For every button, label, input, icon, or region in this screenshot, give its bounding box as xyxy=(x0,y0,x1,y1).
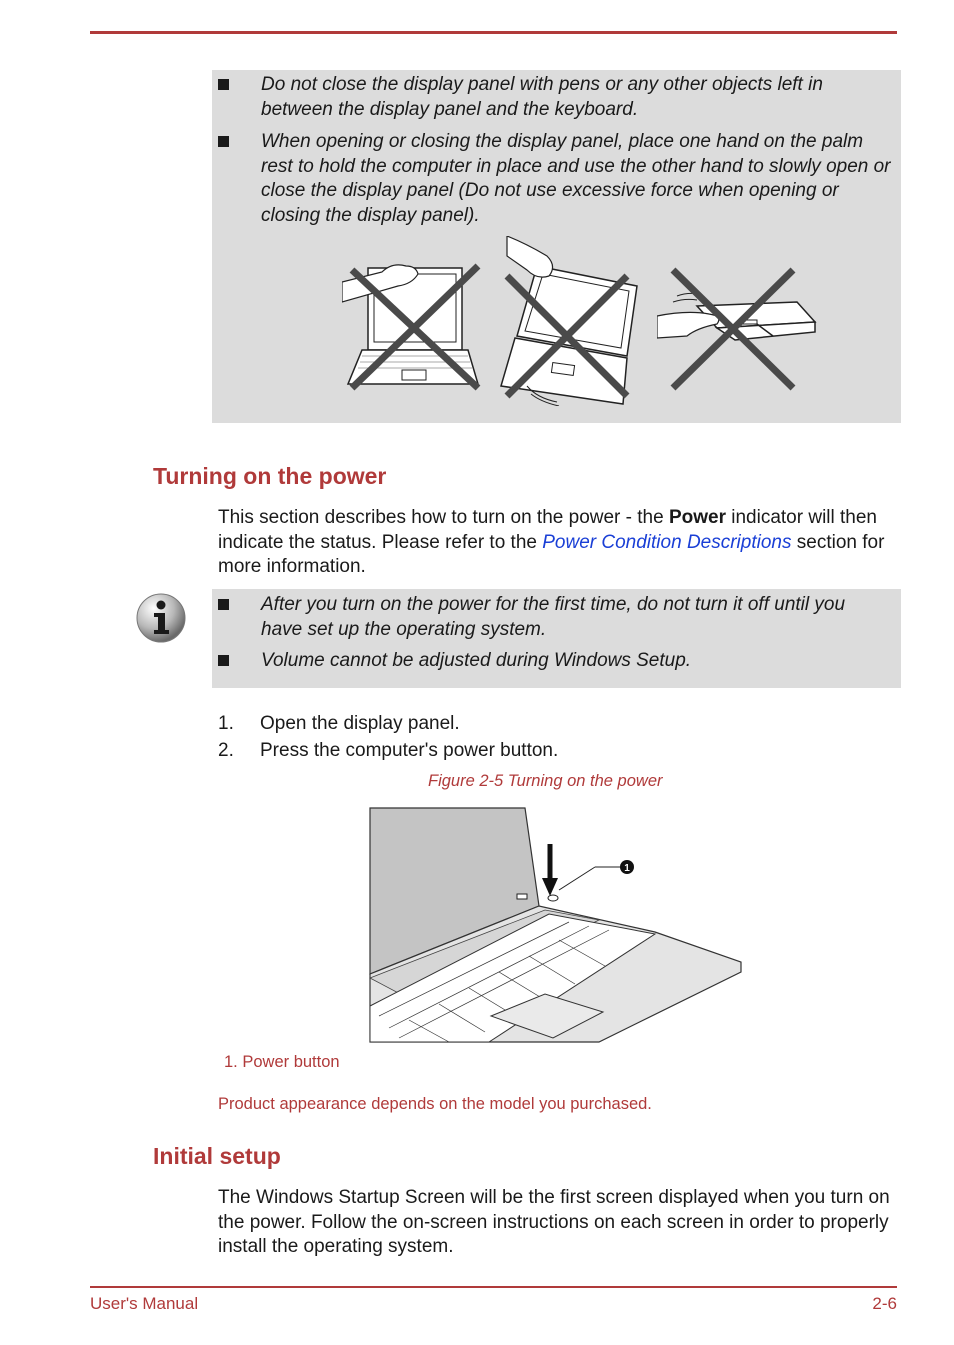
footer-rule xyxy=(90,1286,897,1288)
intro-text: indicator will then indicate the status. Please refer to the xyxy=(218,507,878,553)
footer-page-number: 2-6 xyxy=(872,1294,897,1313)
intro-bold-power: Power xyxy=(668,507,726,528)
section-heading-initial-setup: Initial setup xyxy=(153,1143,281,1169)
figure-legend: 1. Power button xyxy=(224,1053,340,1071)
laptop-closing-illustration-3 xyxy=(657,266,817,394)
laptop-closing-illustration-2 xyxy=(497,236,642,406)
step-text: Open the display panel. xyxy=(260,713,460,734)
step-text: Press the computer's power button. xyxy=(260,740,559,761)
bullet-square-icon xyxy=(218,79,229,90)
warning-text: When opening or closing the display panel, place one hand on the palm rest to hold the computer in place and use the other hand to slowly open or close the display panel (Do not use excessive force when opening or closing the display panel). xyxy=(261,131,891,226)
laptop-power-button-illustration xyxy=(369,806,749,1044)
power-condition-link[interactable]: Power Condition Descriptions xyxy=(542,531,792,553)
step-item xyxy=(218,713,460,735)
bullet-square-icon xyxy=(218,599,229,610)
warning-text: Do not close the display panel with pens or any other objects left in between the display panel and the keyboard. xyxy=(261,74,823,120)
header-rule xyxy=(90,31,897,34)
warning-box xyxy=(212,70,901,423)
appearance-note: Product appearance depends on the model you purchased. xyxy=(218,1095,652,1113)
note-text: After you turn on the power for the first time, do not turn it off until you have set up the operating system. xyxy=(261,594,846,640)
intro-text: section for more information. xyxy=(218,531,885,577)
setup-paragraph: The Windows Startup Screen will be the first screen displayed when you turn on the power. Follow the on-screen instructions on each screen in order to properly install the operating system. xyxy=(218,1187,890,1257)
footer-manual-title: User's Manual xyxy=(90,1294,199,1313)
bullet-square-icon xyxy=(218,136,229,147)
step-number: 1. xyxy=(218,713,234,734)
figure-caption: Figure 2-5 Turning on the power xyxy=(428,772,663,790)
callout-number: 1 xyxy=(624,863,630,874)
intro-text: This section describes how to turn on the power - the xyxy=(218,507,669,528)
step-item xyxy=(218,740,558,762)
bullet-square-icon xyxy=(218,655,229,666)
note-text: Volume cannot be adjusted during Windows Setup. xyxy=(261,650,692,671)
note-box xyxy=(212,589,901,688)
step-number: 2. xyxy=(218,740,234,761)
section-heading-turning-on-power: Turning on the power xyxy=(153,463,387,489)
info-icon xyxy=(135,592,187,644)
power-intro-paragraph xyxy=(218,506,890,580)
laptop-closing-illustration-1 xyxy=(342,262,482,392)
